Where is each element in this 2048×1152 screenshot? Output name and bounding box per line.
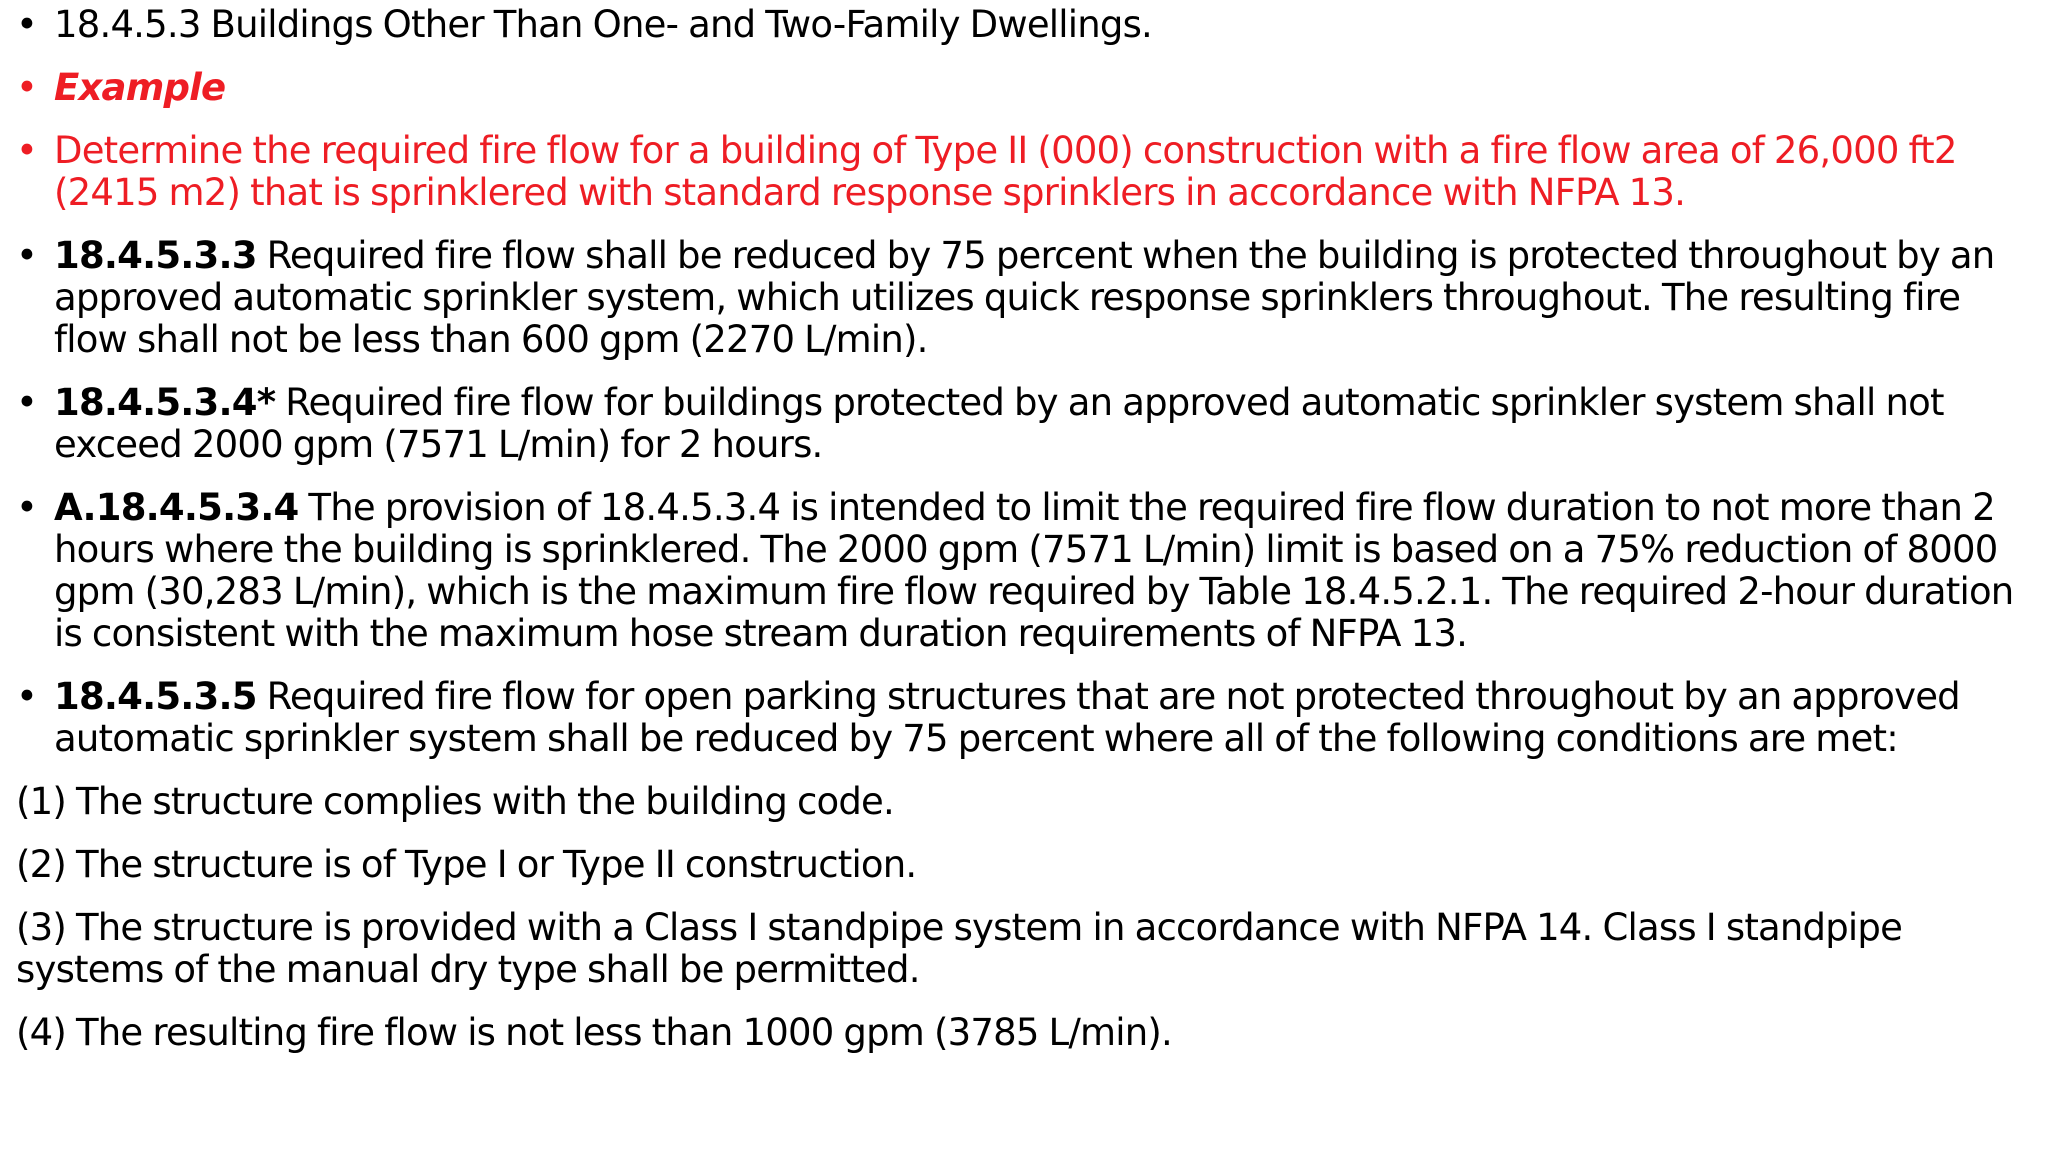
clause-number: 18.4.5.3.3 xyxy=(54,234,257,277)
bullet-dot: • xyxy=(16,3,38,46)
bullet-clause-18-4-5-3-4 xyxy=(16,382,2032,466)
section-heading-text: 18.4.5.3 Buildings Other Than One- and Two-Family Dwellings. xyxy=(54,3,1153,46)
clause-text: Required fire flow for open parking structures that are not protected throughout by an approved automatic sprinkler system shall be reduced by 75 percent where all of the following conditions are met: xyxy=(54,675,1960,760)
condition-4: (4) The resulting fire flow is not less than 1000 gpm (3785 L/min). xyxy=(16,1011,1172,1054)
bullet-dot: • xyxy=(16,675,38,718)
clause-text: The provision of 18.4.5.3.4 is intended to limit the required fire flow duration to not more than 2 hours where the building is sprinklered. The 2000 gpm (7571 L/min) limit is based on a 75% reduction of 8000 gpm (30,283 L/min), which is the maximum fire flow required by Table 18.4.5.2.1. The required 2-hour duration is consistent with the maximum hose stream duration requirements of NFPA 13. xyxy=(54,486,2014,655)
example-label-text: Example xyxy=(54,66,226,109)
example-problem-text: Determine the required fire flow for a building of Type II (000) construction with a fire flow area of 26,000 ft2 (2415 m2) that is sprinklered with standard response sprinklers in accordance with NFPA 13. xyxy=(54,129,1957,214)
bullet-example-label xyxy=(16,67,2032,109)
condition-2: (2) The structure is of Type I or Type II construction. xyxy=(16,843,917,886)
bullet-dot: • xyxy=(16,486,38,529)
bullet-clause-18-4-5-3-5 xyxy=(16,676,2032,760)
condition-1: (1) The structure complies with the building code. xyxy=(16,780,894,823)
bullet-dot: • xyxy=(16,381,38,424)
bullet-dot: • xyxy=(16,129,38,172)
bullet-dot: • xyxy=(16,234,38,277)
bullet-section-heading xyxy=(16,4,2032,46)
bullet-clause-18-4-5-3-3 xyxy=(16,235,2032,361)
clause-number: 18.4.5.3.4* xyxy=(54,381,276,424)
bullet-dot: • xyxy=(16,66,38,109)
clause-number: 18.4.5.3.5 xyxy=(54,675,257,718)
condition-3: (3) The structure is provided with a Class I standpipe system in accordance with NFPA 14. Class I standpipe systems of the manual dry type shall be permitted. xyxy=(16,906,1903,991)
bullet-example-problem xyxy=(16,130,2032,214)
bullet-annex-a-18-4-5-3-4 xyxy=(16,487,2032,655)
clause-text: Required fire flow shall be reduced by 75 percent when the building is protected throughout by an approved automatic sprinkler system, which utilizes quick response sprinklers throughout. The resulting fire flow shall not be less than 600 gpm (2270 L/min). xyxy=(54,234,1995,361)
clause-number: A.18.4.5.3.4 xyxy=(54,486,299,529)
clause-text: Required fire flow for buildings protected by an approved automatic sprinkler system shall not exceed 2000 gpm (7571 L/min) for 2 hours. xyxy=(54,381,1944,466)
